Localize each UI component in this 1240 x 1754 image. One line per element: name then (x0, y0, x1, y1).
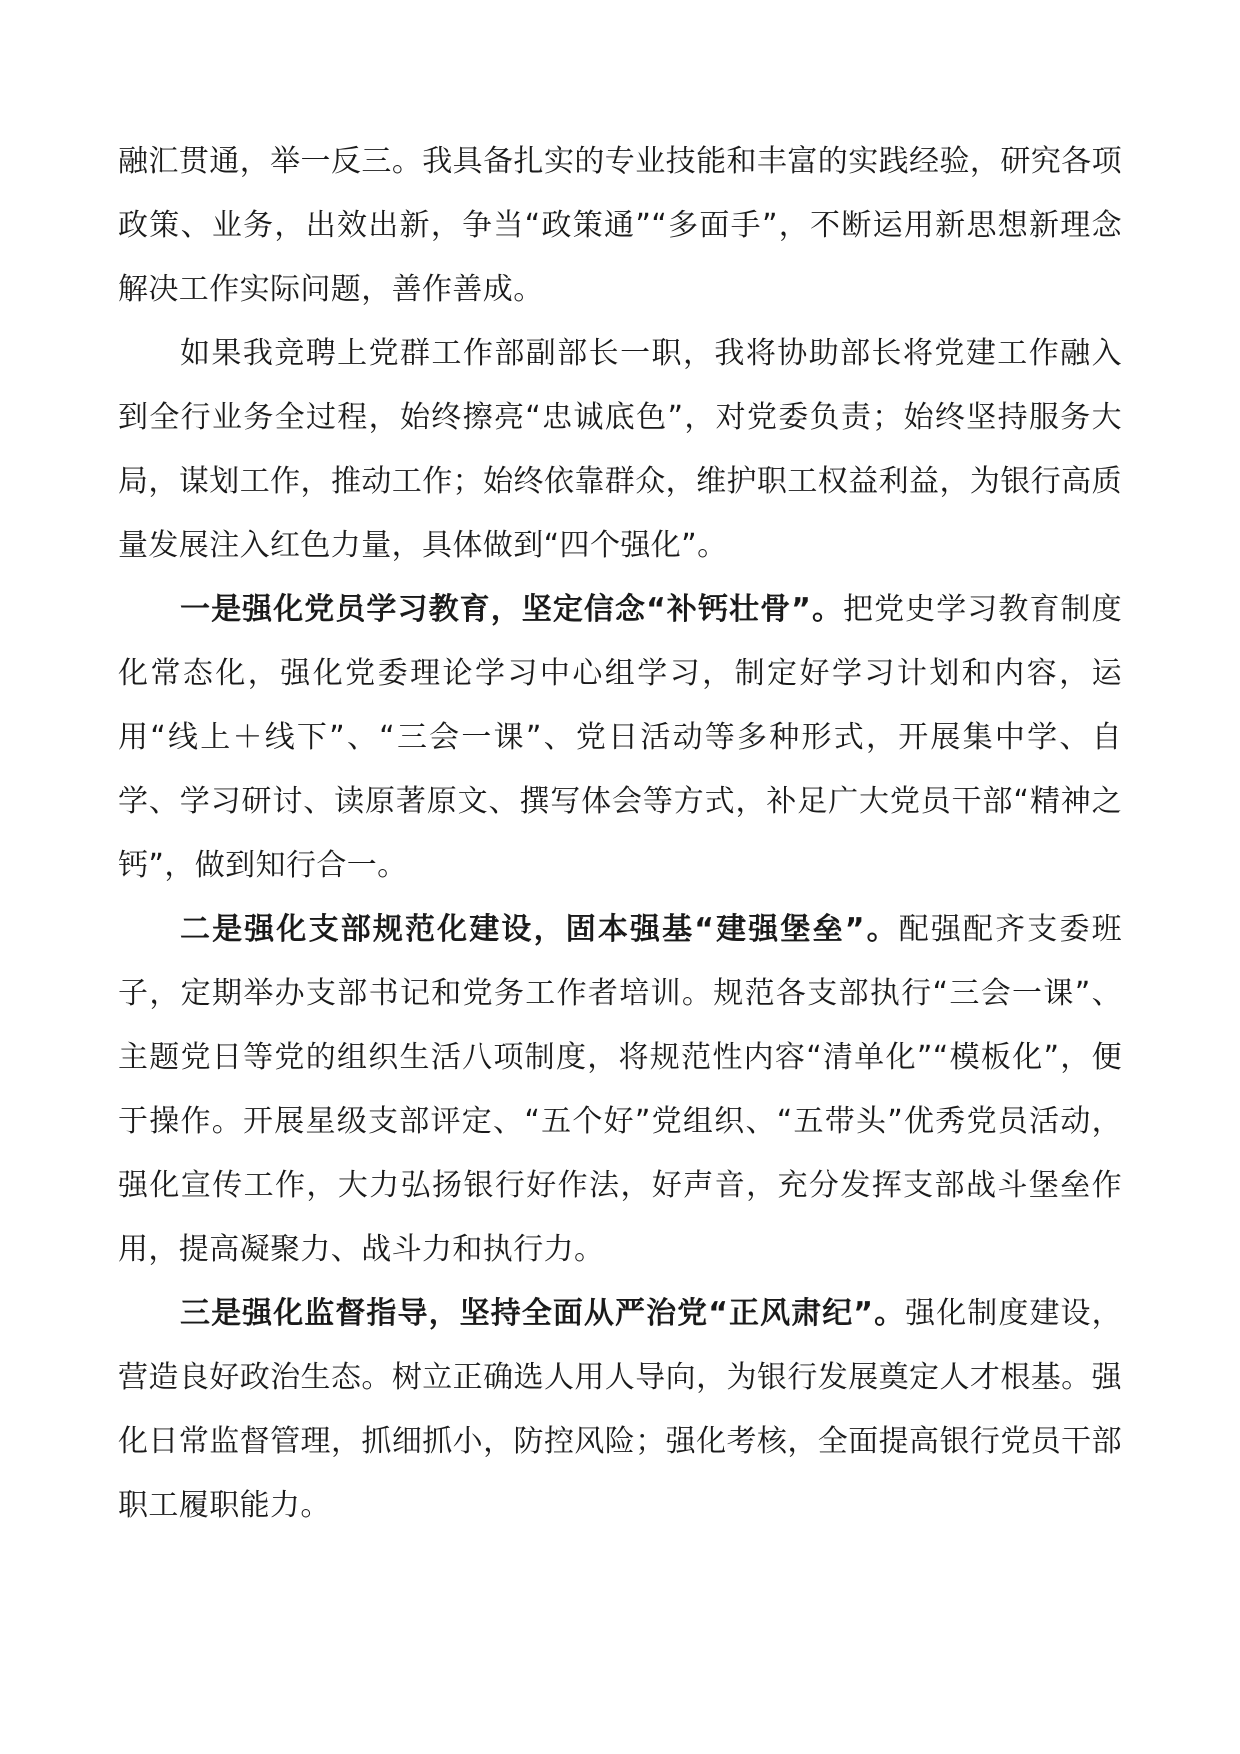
paragraph-text: 把党史学习教育制度化常态化，强化党委理论学习中心组学习，制定好学习计划和内容，运用“线上＋线下”、“三会一课”、党日活动等多种形式，开展集中学、自学、学习研讨、读原著原文、撰写体会等方式，补足广大党员干部“精神之钙”，做到知行合一。 (118, 592, 1122, 883)
paragraph-intro (118, 322, 1122, 578)
paragraph-point-1 (118, 578, 1122, 898)
paragraph-lead-heading: 二是强化支部规范化建设，固本强基“建强堡垒”。 (180, 912, 899, 947)
paragraph-continuation (118, 130, 1122, 322)
paragraph-point-3 (118, 1282, 1122, 1538)
paragraph-text: 如果我竞聘上党群工作部副部长一职，我将协助部长将党建工作融入到全行业务全过程，始终擦亮“忠诚底色”，对党委负责；始终坚持服务大局，谋划工作，推动工作；始终依靠群众，维护职工权益利益，为银行高质量发展注入红色力量，具体做到“四个强化”。 (118, 336, 1122, 563)
paragraph-text: 强化制度建设，营造良好政治生态。树立正确选人用人导向，为银行发展奠定人才根基。强化日常监督管理，抓细抓小，防控风险；强化考核，全面提高银行党员干部职工履职能力。 (118, 1296, 1122, 1523)
paragraph-point-2 (118, 898, 1122, 1282)
paragraph-text: 融汇贯通，举一反三。我具备扎实的专业技能和丰富的实践经验，研究各项政策、业务，出效出新，争当“政策通”“多面手”，不断运用新思想新理念解决工作实际问题，善作善成。 (118, 144, 1122, 307)
paragraph-lead-heading: 三是强化监督指导，坚持全面从严治党“正风肃纪”。 (180, 1296, 906, 1331)
paragraph-lead-heading: 一是强化党员学习教育，坚定信念“补钙壮骨”。 (180, 592, 844, 627)
document-body (118, 130, 1122, 1538)
paragraph-text: 配强配齐支委班子，定期举办支部书记和党务工作者培训。规范各支部执行“三会一课”、主题党日等党的组织生活八项制度，将规范性内容“清单化”“模板化”，便于操作。开展星级支部评定、“五个好”党组织、“五带头”优秀党员活动，强化宣传工作，大力弘扬银行好作法，好声音，充分发挥支部战斗堡垒作用，提高凝聚力、战斗力和执行力。 (118, 912, 1122, 1267)
